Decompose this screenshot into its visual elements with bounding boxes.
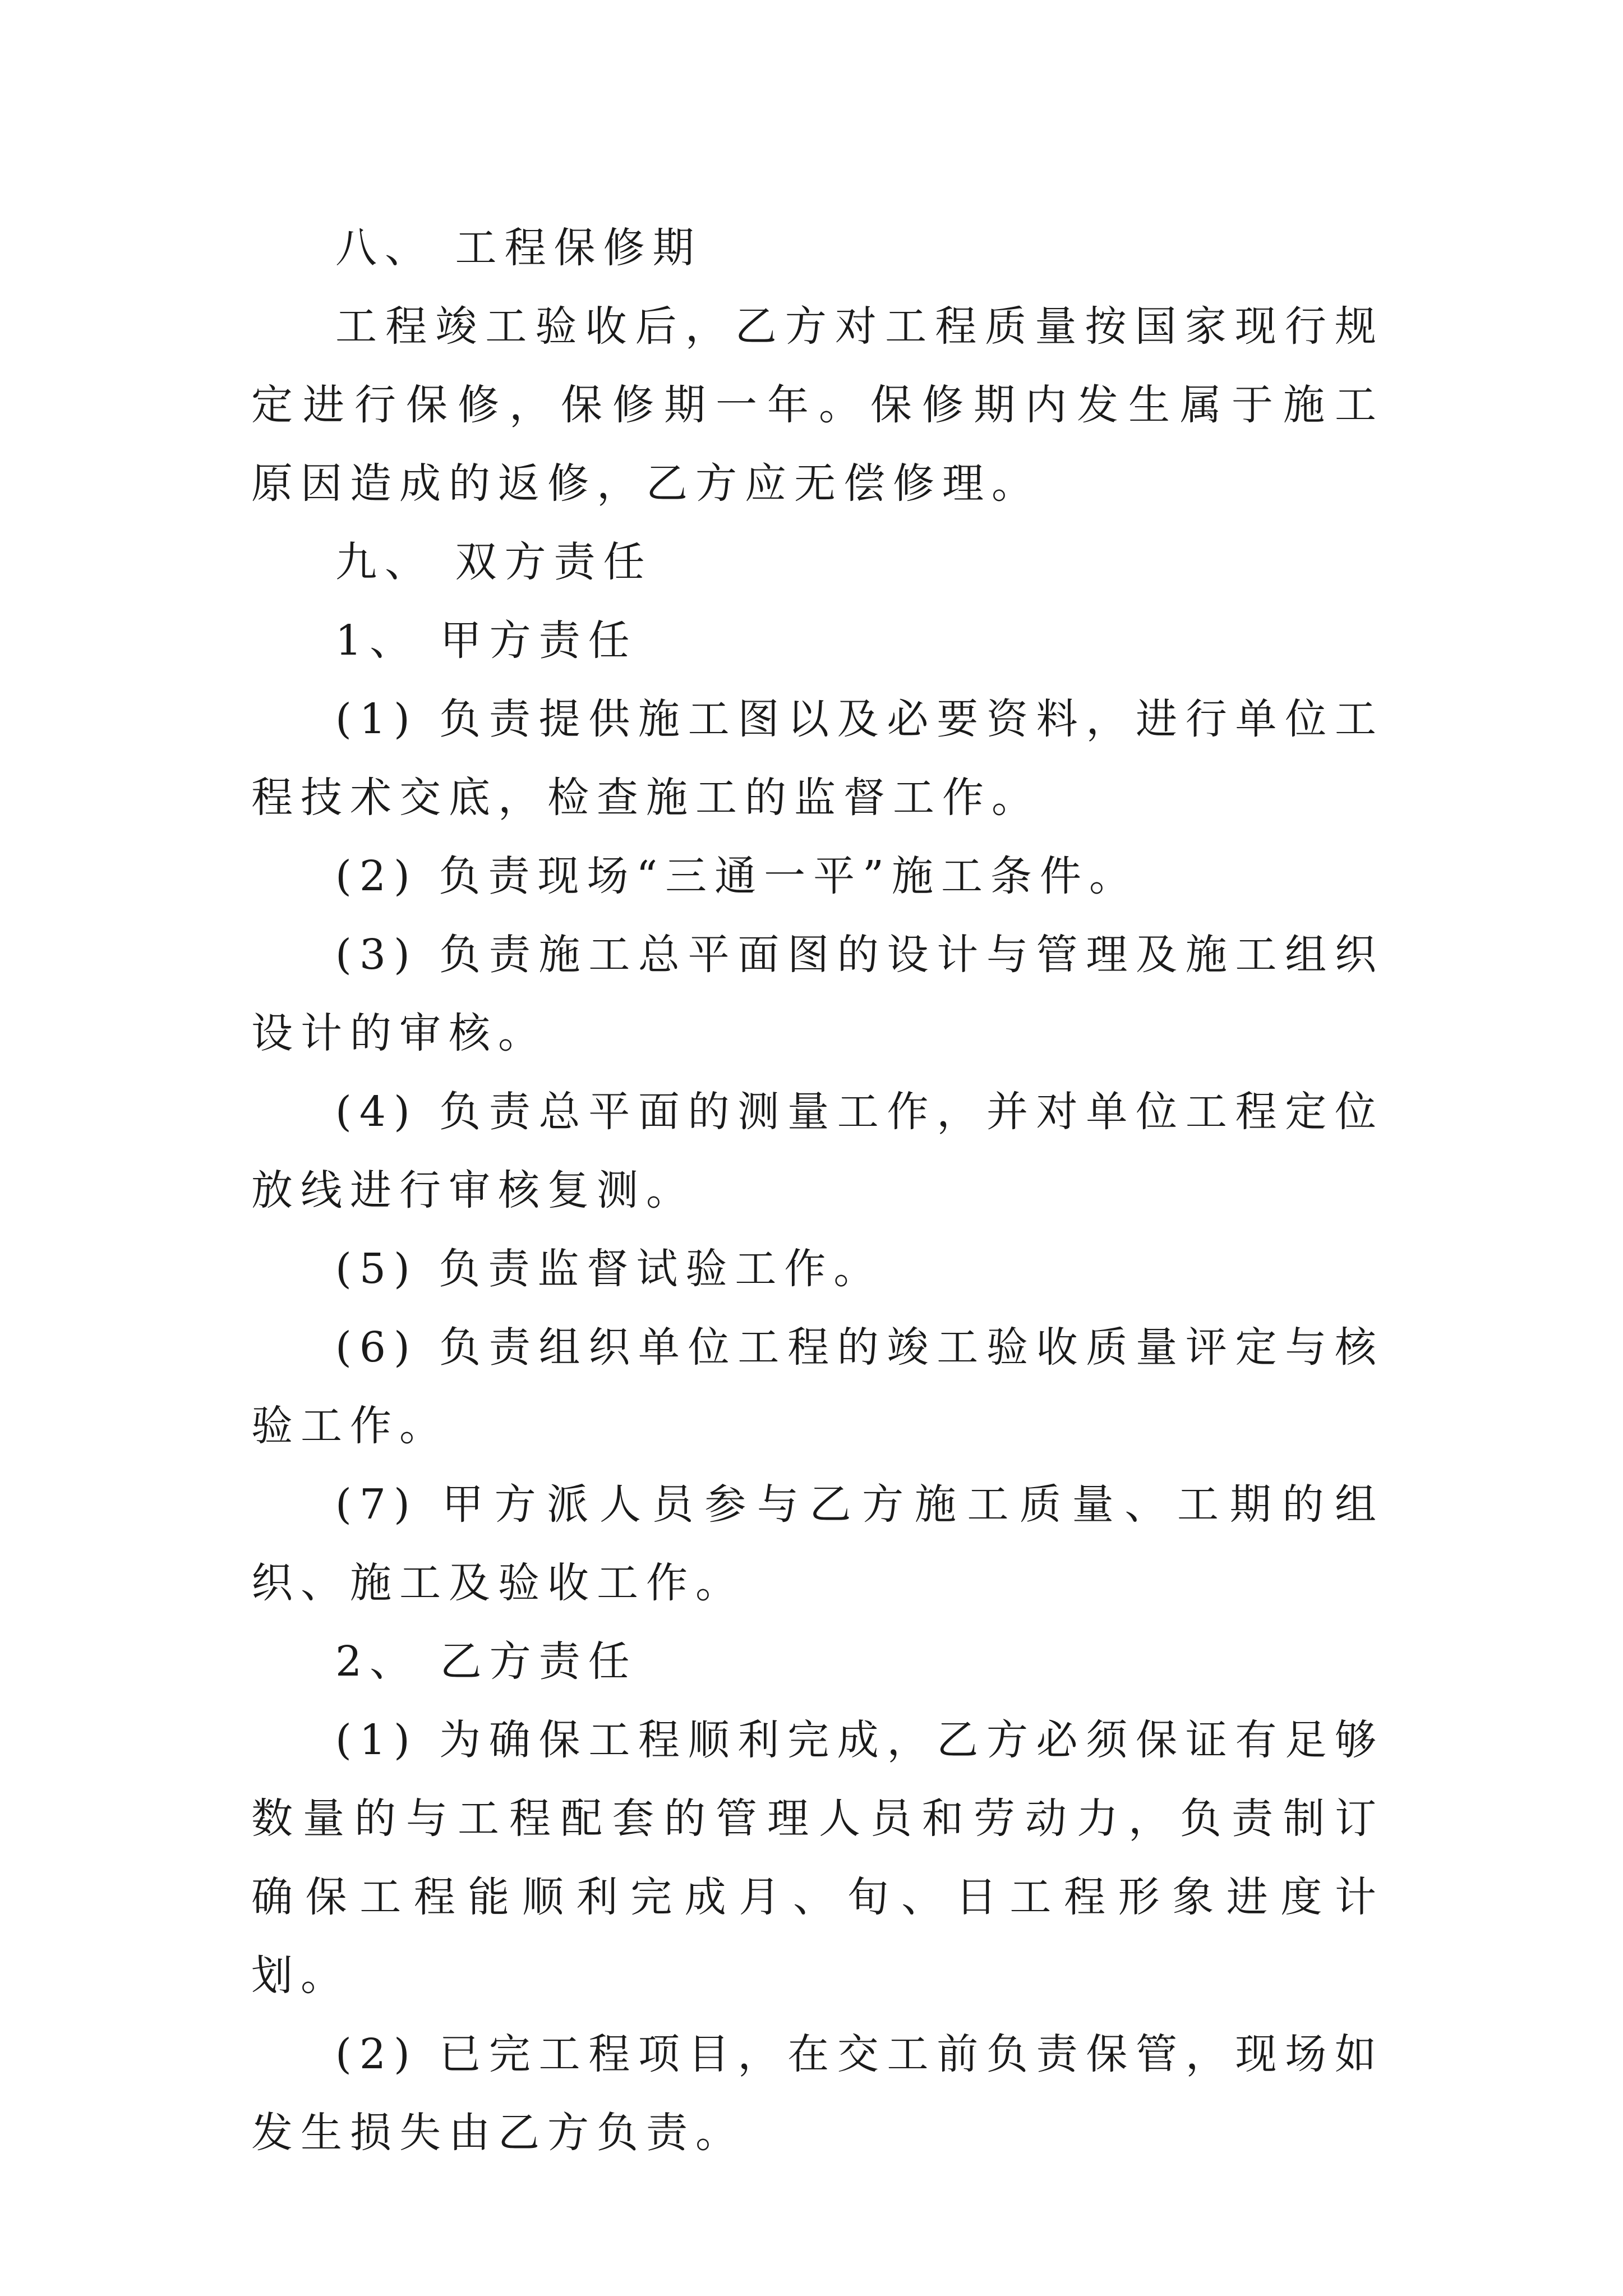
party-a-item-3: (3) 负责施工总平面图的设计与管理及施工组织设计的审核。 xyxy=(251,931,1384,1057)
document-body xyxy=(251,209,1384,2172)
party-a-item-7: (7) 甲方派人员参与乙方施工质量、工期的组织、施工及验收工作。 xyxy=(251,1480,1384,1607)
section-9-heading: 九、 双方责任 xyxy=(335,538,653,586)
sub-2-heading: 2、 乙方责任 xyxy=(335,1637,638,1686)
section-8-heading: 八、 工程保修期 xyxy=(335,224,702,272)
party-a-item-5: (5) 负责监督试验工作。 xyxy=(335,1245,883,1293)
party-a-item-6: (6) 负责组织单位工程的竣工验收质量评定与核验工作。 xyxy=(251,1323,1384,1450)
section-8-body: 工程竣工验收后，乙方对工程质量按国家现行规定进行保修，保修期一年。保修期内发生属于施工原因造成的返修，乙方应无偿修理。 xyxy=(251,302,1384,508)
party-b-item-2: (2) 已完工程项目，在交工前负责保管，现场如发生损失由乙方负责。 xyxy=(251,2030,1384,2157)
party-a-item-4: (4) 负责总平面的测量工作，并对单位工程定位放线进行审核复测。 xyxy=(251,1088,1384,1214)
sub-1-heading: 1、 甲方责任 xyxy=(335,616,638,665)
party-a-item-2: (2) 负责现场“三通一平”施工条件。 xyxy=(335,852,1139,900)
party-a-item-1: (1) 负责提供施工图以及必要资料，进行单位工程技术交底，检查施工的监督工作。 xyxy=(251,695,1384,822)
party-b-item-1: (1) 为确保工程顺利完成，乙方必须保证有足够数量的与工程配套的管理人员和劳动力，负责制订确保工程能顺利完成月、旬、日工程形象进度计划。 xyxy=(251,1716,1384,2000)
